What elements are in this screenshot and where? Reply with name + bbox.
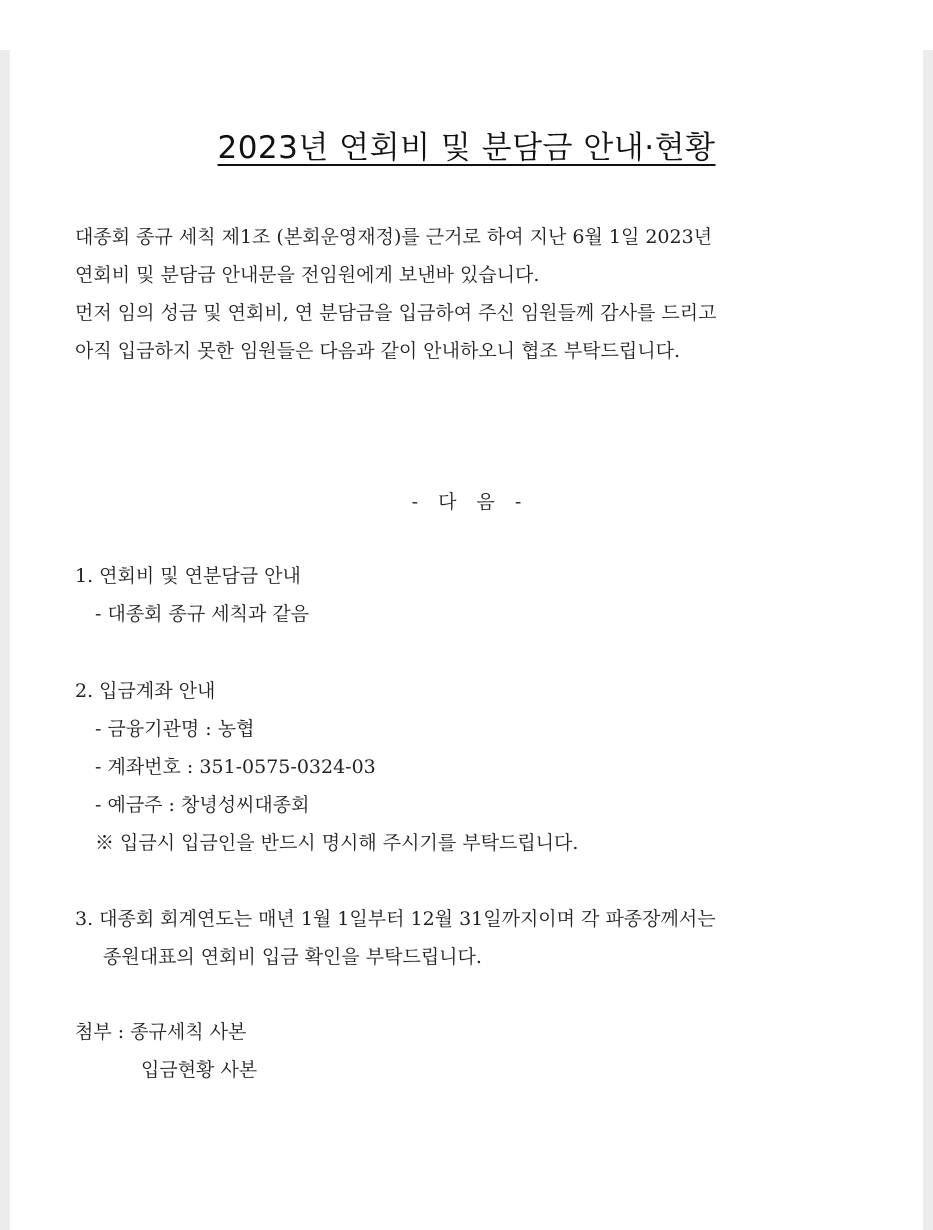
right-gutter	[923, 50, 933, 1230]
document-title-text: 2023년 연회비 및 분담금 안내·현황	[217, 130, 716, 166]
separator-heading: - 다 음 -	[411, 491, 522, 513]
deposit-note: ※ 입금시 입금인을 반드시 명시해 주시기를 부탁드립니다.	[95, 832, 579, 854]
section-fiscal-year	[75, 900, 915, 976]
document-title	[10, 122, 923, 167]
section-fee-info	[75, 557, 915, 633]
intro-line: 아직 입금하지 못한 임원들은 다음과 같이 안내하오니 협조 부탁드립니다.	[75, 340, 680, 362]
section-account-info	[75, 672, 915, 862]
attachments	[75, 1013, 915, 1089]
document-page	[10, 50, 923, 1230]
section-heading: 3. 대종회 회계연도는 매년 1월 1일부터 12월 31일까지이며 각 파종장께서는	[75, 908, 716, 930]
bank-name: - 금융기관명 : 농협	[95, 718, 255, 740]
left-gutter	[0, 50, 10, 1230]
intro-line: 먼저 임의 성금 및 연회비, 연 분담금을 입금하여 주신 임원들께 감사를 드리고	[75, 302, 717, 324]
attachment-line: 입금현황 사본	[141, 1059, 258, 1081]
section-item: - 대종회 종규 세칙과 같음	[95, 603, 310, 625]
intro-paragraph	[75, 218, 895, 370]
account-holder: - 예금주 : 창녕성씨대종회	[95, 794, 310, 816]
section-heading: 1. 연회비 및 연분담금 안내	[75, 565, 301, 587]
section-text: 종원대표의 연회비 입금 확인을 부탁드립니다.	[103, 946, 482, 968]
intro-line: 대종회 종규 세칙 제1조 (본회운영재정)를 근거로 하여 지난 6월 1일 2023년	[75, 226, 713, 248]
section-heading: 2. 입금계좌 안내	[75, 680, 216, 702]
account-number: - 계좌번호 : 351-0575-0324-03	[95, 756, 376, 778]
intro-line: 연회비 및 분담금 안내문을 전임원에게 보낸바 있습니다.	[75, 264, 540, 286]
attachment-line: 첨부 : 종규세칙 사본	[75, 1021, 247, 1043]
top-margin	[0, 0, 933, 50]
